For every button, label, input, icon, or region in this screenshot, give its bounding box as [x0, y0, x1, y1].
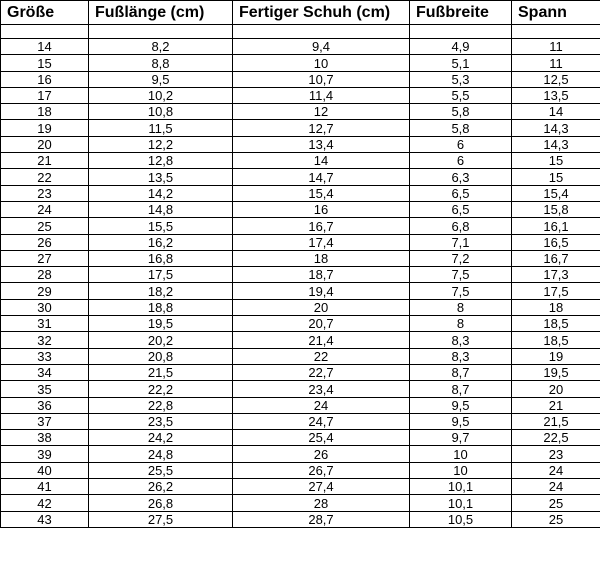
groesse-cell[interactable]: 31: [1, 316, 89, 332]
empty-cell[interactable]: [512, 25, 600, 39]
table-row: [1, 316, 600, 332]
groesse-cell[interactable]: 27: [1, 250, 89, 266]
fusslaenge-cell[interactable]: 26,2: [89, 479, 233, 495]
fertiger-schuh-cell[interactable]: 9,4: [233, 39, 410, 55]
table-row: [1, 55, 600, 71]
fusslaenge-cell[interactable]: 11,5: [89, 120, 233, 136]
fusslaenge-cell[interactable]: 9,5: [89, 71, 233, 87]
fertiger-schuh-cell[interactable]: 16,7: [233, 218, 410, 234]
fussbreite-cell[interactable]: 6,3: [410, 169, 512, 185]
table-row: [1, 234, 600, 250]
fussbreite-cell[interactable]: 5,1: [410, 55, 512, 71]
fusslaenge-cell[interactable]: 22,8: [89, 397, 233, 413]
table-row: [1, 479, 600, 495]
spann-cell[interactable]: 23: [512, 446, 600, 462]
table-row: [1, 511, 600, 527]
fussbreite-cell[interactable]: 8,3: [410, 332, 512, 348]
groesse-cell[interactable]: 35: [1, 381, 89, 397]
fusslaenge-cell[interactable]: 10,8: [89, 104, 233, 120]
fussbreite-cell[interactable]: 8,3: [410, 348, 512, 364]
fussbreite-cell[interactable]: 8: [410, 299, 512, 315]
fusslaenge-cell[interactable]: 15,5: [89, 218, 233, 234]
fertiger-schuh-cell[interactable]: 18: [233, 250, 410, 266]
spann-cell[interactable]: 18,5: [512, 332, 600, 348]
fertiger-schuh-cell[interactable]: 15,4: [233, 185, 410, 201]
fertiger-schuh-cell[interactable]: 28,7: [233, 511, 410, 527]
fusslaenge-cell[interactable]: 13,5: [89, 169, 233, 185]
fertiger-schuh-cell[interactable]: 11,4: [233, 87, 410, 103]
header-row: [1, 1, 600, 25]
fussbreite-cell[interactable]: 7,5: [410, 267, 512, 283]
fussbreite-cell[interactable]: 6,8: [410, 218, 512, 234]
fertiger-schuh-cell[interactable]: 24,7: [233, 413, 410, 429]
fusslaenge-cell[interactable]: 19,5: [89, 316, 233, 332]
groesse-cell[interactable]: 29: [1, 283, 89, 299]
fusslaenge-cell[interactable]: 25,5: [89, 462, 233, 478]
spann-cell[interactable]: 15: [512, 169, 600, 185]
table-row: [1, 364, 600, 380]
fertiger-schuh-cell[interactable]: 22: [233, 348, 410, 364]
header-fusslaenge[interactable]: Fußlänge (cm): [89, 1, 233, 25]
table-row: [1, 136, 600, 152]
fussbreite-cell[interactable]: 6: [410, 136, 512, 152]
fusslaenge-cell[interactable]: 8,2: [89, 39, 233, 55]
header-spann[interactable]: Spann: [512, 1, 600, 25]
fertiger-schuh-cell[interactable]: 20,7: [233, 316, 410, 332]
empty-cell[interactable]: [410, 25, 512, 39]
fertiger-schuh-cell[interactable]: 10: [233, 55, 410, 71]
fusslaenge-cell[interactable]: 10,2: [89, 87, 233, 103]
fertiger-schuh-cell[interactable]: 23,4: [233, 381, 410, 397]
fussbreite-cell[interactable]: 7,1: [410, 234, 512, 250]
fertiger-schuh-cell[interactable]: 28: [233, 495, 410, 511]
table-row: [1, 201, 600, 217]
fussbreite-cell[interactable]: 7,2: [410, 250, 512, 266]
fusslaenge-cell[interactable]: 8,8: [89, 55, 233, 71]
fussbreite-cell[interactable]: 6,5: [410, 185, 512, 201]
spann-cell[interactable]: 15,4: [512, 185, 600, 201]
fertiger-schuh-cell[interactable]: 26: [233, 446, 410, 462]
fusslaenge-cell[interactable]: 27,5: [89, 511, 233, 527]
fertiger-schuh-cell[interactable]: 26,7: [233, 462, 410, 478]
spann-cell[interactable]: 12,5: [512, 71, 600, 87]
fussbreite-cell[interactable]: 4,9: [410, 39, 512, 55]
spann-cell[interactable]: 24: [512, 462, 600, 478]
spann-cell[interactable]: 21,5: [512, 413, 600, 429]
table-row: [1, 71, 600, 87]
fertiger-schuh-cell[interactable]: 24: [233, 397, 410, 413]
fusslaenge-cell[interactable]: 14,2: [89, 185, 233, 201]
empty-row: [1, 25, 600, 39]
fusslaenge-cell[interactable]: 24,8: [89, 446, 233, 462]
fusslaenge-cell[interactable]: 18,8: [89, 299, 233, 315]
fusslaenge-cell[interactable]: 20,8: [89, 348, 233, 364]
fusslaenge-cell[interactable]: 18,2: [89, 283, 233, 299]
spann-cell[interactable]: 11: [512, 39, 600, 55]
spann-cell[interactable]: 11: [512, 55, 600, 71]
groesse-cell[interactable]: 28: [1, 267, 89, 283]
spann-cell[interactable]: 16,5: [512, 234, 600, 250]
fertiger-schuh-cell[interactable]: 25,4: [233, 430, 410, 446]
fertiger-schuh-cell[interactable]: 16: [233, 201, 410, 217]
spann-cell[interactable]: 16,7: [512, 250, 600, 266]
fusslaenge-cell[interactable]: 20,2: [89, 332, 233, 348]
fussbreite-cell[interactable]: 6: [410, 153, 512, 169]
table-row: [1, 332, 600, 348]
spann-cell[interactable]: 24: [512, 479, 600, 495]
groesse-cell[interactable]: 37: [1, 413, 89, 429]
spann-cell[interactable]: 19: [512, 348, 600, 364]
spann-cell[interactable]: 13,5: [512, 87, 600, 103]
spann-cell[interactable]: 14: [512, 104, 600, 120]
spann-cell[interactable]: 18,5: [512, 316, 600, 332]
spann-cell[interactable]: 19,5: [512, 364, 600, 380]
table-row: [1, 413, 600, 429]
groesse-cell[interactable]: 24: [1, 201, 89, 217]
groesse-cell[interactable]: 16: [1, 71, 89, 87]
fertiger-schuh-cell[interactable]: 12: [233, 104, 410, 120]
header-groesse[interactable]: Größe: [1, 1, 89, 25]
fertiger-schuh-cell[interactable]: 22,7: [233, 364, 410, 380]
table-body: [1, 25, 600, 528]
fussbreite-cell[interactable]: 9,5: [410, 397, 512, 413]
fertiger-schuh-cell[interactable]: 21,4: [233, 332, 410, 348]
groesse-cell[interactable]: 40: [1, 462, 89, 478]
spann-cell[interactable]: 25: [512, 511, 600, 527]
spann-cell[interactable]: 21: [512, 397, 600, 413]
groesse-cell[interactable]: 39: [1, 446, 89, 462]
fusslaenge-cell[interactable]: 21,5: [89, 364, 233, 380]
groesse-cell[interactable]: 34: [1, 364, 89, 380]
spann-cell[interactable]: 16,1: [512, 218, 600, 234]
table-row: [1, 348, 600, 364]
fusslaenge-cell[interactable]: 22,2: [89, 381, 233, 397]
fussbreite-cell[interactable]: 8: [410, 316, 512, 332]
spann-cell[interactable]: 25: [512, 495, 600, 511]
fusslaenge-cell[interactable]: 24,2: [89, 430, 233, 446]
empty-cell[interactable]: [233, 25, 410, 39]
groesse-cell[interactable]: 30: [1, 299, 89, 315]
groesse-cell[interactable]: 36: [1, 397, 89, 413]
fussbreite-cell[interactable]: 5,5: [410, 87, 512, 103]
groesse-cell[interactable]: 22: [1, 169, 89, 185]
table-row: [1, 169, 600, 185]
spann-cell[interactable]: 20: [512, 381, 600, 397]
fussbreite-cell[interactable]: 9,5: [410, 413, 512, 429]
fertiger-schuh-cell[interactable]: 19,4: [233, 283, 410, 299]
spann-cell[interactable]: 17,5: [512, 283, 600, 299]
groesse-cell[interactable]: 43: [1, 511, 89, 527]
table-row: [1, 381, 600, 397]
fertiger-schuh-cell[interactable]: 10,7: [233, 71, 410, 87]
fertiger-schuh-cell[interactable]: 14: [233, 153, 410, 169]
table-row: [1, 430, 600, 446]
fertiger-schuh-cell[interactable]: 17,4: [233, 234, 410, 250]
spann-cell[interactable]: 15,8: [512, 201, 600, 217]
groesse-cell[interactable]: 23: [1, 185, 89, 201]
spann-cell[interactable]: 15: [512, 153, 600, 169]
spann-cell[interactable]: 14,3: [512, 120, 600, 136]
fussbreite-cell[interactable]: 10,1: [410, 495, 512, 511]
fussbreite-cell[interactable]: 8,7: [410, 364, 512, 380]
fussbreite-cell[interactable]: 5,8: [410, 104, 512, 120]
groesse-cell[interactable]: 32: [1, 332, 89, 348]
fertiger-schuh-cell[interactable]: 27,4: [233, 479, 410, 495]
spann-cell[interactable]: 17,3: [512, 267, 600, 283]
spann-cell[interactable]: 18: [512, 299, 600, 315]
table-row: [1, 267, 600, 283]
table-row: [1, 39, 600, 55]
fussbreite-cell[interactable]: 5,3: [410, 71, 512, 87]
groesse-cell[interactable]: 18: [1, 104, 89, 120]
fertiger-schuh-cell[interactable]: 13,4: [233, 136, 410, 152]
groesse-cell[interactable]: 42: [1, 495, 89, 511]
groesse-cell[interactable]: 14: [1, 39, 89, 55]
fussbreite-cell[interactable]: 10,1: [410, 479, 512, 495]
table-row: [1, 299, 600, 315]
header-fertiger-schuh[interactable]: Fertiger Schuh (cm): [233, 1, 410, 25]
fertiger-schuh-cell[interactable]: 14,7: [233, 169, 410, 185]
table-row: [1, 104, 600, 120]
empty-cell[interactable]: [1, 25, 89, 39]
fussbreite-cell[interactable]: 8,7: [410, 381, 512, 397]
groesse-cell[interactable]: 17: [1, 87, 89, 103]
table-row: [1, 495, 600, 511]
fussbreite-cell[interactable]: 6,5: [410, 201, 512, 217]
table-row: [1, 283, 600, 299]
table-row: [1, 120, 600, 136]
table-row: [1, 250, 600, 266]
fertiger-schuh-cell[interactable]: 20: [233, 299, 410, 315]
fusslaenge-cell[interactable]: 23,5: [89, 413, 233, 429]
table-row: [1, 185, 600, 201]
fussbreite-cell[interactable]: 7,5: [410, 283, 512, 299]
table-row: [1, 397, 600, 413]
table-row: [1, 153, 600, 169]
spann-cell[interactable]: 14,3: [512, 136, 600, 152]
header-fussbreite[interactable]: Fußbreite: [410, 1, 512, 25]
fusslaenge-cell[interactable]: 14,8: [89, 201, 233, 217]
fussbreite-cell[interactable]: 10: [410, 462, 512, 478]
groesse-cell[interactable]: 20: [1, 136, 89, 152]
fusslaenge-cell[interactable]: 16,8: [89, 250, 233, 266]
table-row: [1, 462, 600, 478]
groesse-cell[interactable]: 15: [1, 55, 89, 71]
groesse-cell[interactable]: 33: [1, 348, 89, 364]
fussbreite-cell[interactable]: 5,8: [410, 120, 512, 136]
groesse-cell[interactable]: 19: [1, 120, 89, 136]
fusslaenge-cell[interactable]: 12,2: [89, 136, 233, 152]
fertiger-schuh-cell[interactable]: 12,7: [233, 120, 410, 136]
fussbreite-cell[interactable]: 9,7: [410, 430, 512, 446]
fusslaenge-cell[interactable]: 17,5: [89, 267, 233, 283]
groesse-cell[interactable]: 26: [1, 234, 89, 250]
fusslaenge-cell[interactable]: 26,8: [89, 495, 233, 511]
fussbreite-cell[interactable]: 10,5: [410, 511, 512, 527]
fusslaenge-cell[interactable]: 16,2: [89, 234, 233, 250]
groesse-cell[interactable]: 21: [1, 153, 89, 169]
table-row: [1, 87, 600, 103]
spann-cell[interactable]: 22,5: [512, 430, 600, 446]
groesse-cell[interactable]: 41: [1, 479, 89, 495]
groesse-cell[interactable]: 38: [1, 430, 89, 446]
groesse-cell[interactable]: 25: [1, 218, 89, 234]
fusslaenge-cell[interactable]: 12,8: [89, 153, 233, 169]
table-row: [1, 446, 600, 462]
fertiger-schuh-cell[interactable]: 18,7: [233, 267, 410, 283]
fussbreite-cell[interactable]: 10: [410, 446, 512, 462]
table-row: [1, 218, 600, 234]
empty-cell[interactable]: [89, 25, 233, 39]
